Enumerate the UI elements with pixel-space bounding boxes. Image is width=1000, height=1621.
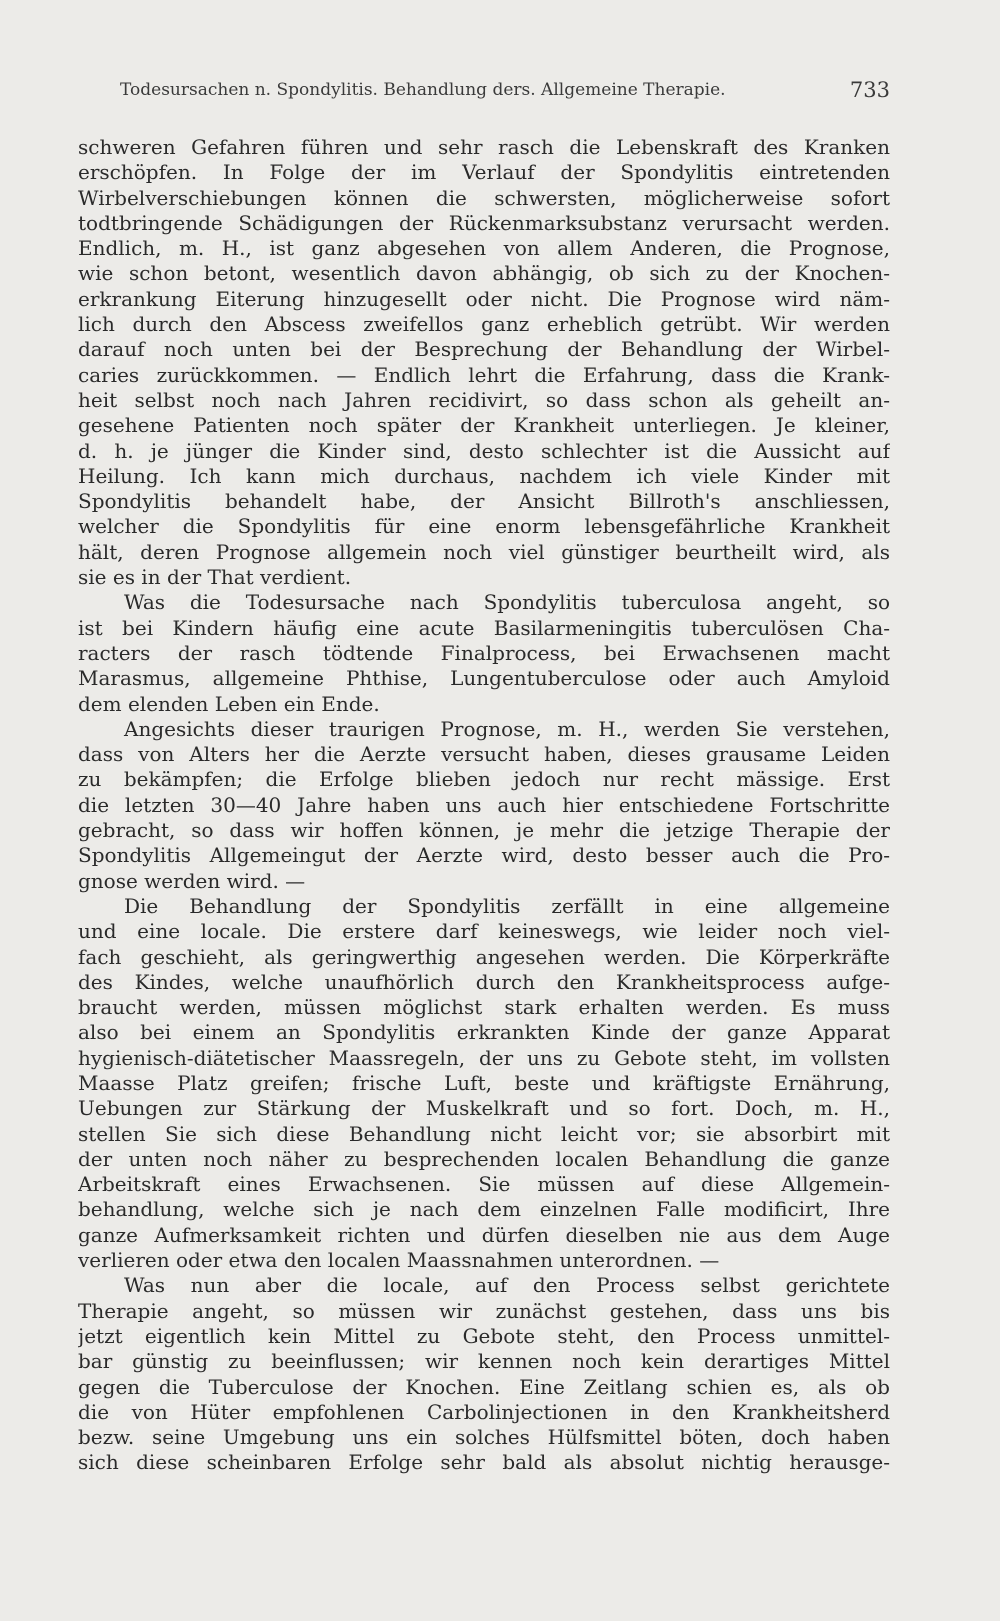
text-line: Wirbelverschiebungen können die schwersten, möglicherweise sofort [78,185,890,210]
text-line: sie es in der That verdient. [78,565,352,590]
text-line: zu bekämpfen; die Erfolge blieben jedoch nur recht mässige. Erst [78,767,890,792]
text-line: Spondylitis Allgemeingut der Aerzte wird, desto besser auch die Pro- [78,843,890,868]
text-line: Heilung. Ich kann mich durchaus, nachdem ich viele Kinder mit [78,463,890,488]
text-line: darauf noch unten bei der Besprechung der Behandlung der Wirbel- [78,337,890,362]
text-line: bezw. seine Umgebung uns ein solches Hülfsmittel böten, doch haben [78,1425,890,1450]
text-line: lich durch den Abscess zweifellos ganz erheblich getrübt. Wir werden [78,312,890,337]
text-line: Marasmus, allgemeine Phthise, Lungentuberculose oder auch Amyloid [78,666,890,691]
body-text [78,135,890,1476]
running-header [120,78,890,108]
text-line: Was nun aber die locale, auf den Process selbst gerichtete [124,1273,890,1298]
text-line: jetzt eigentlich kein Mittel zu Gebote steht, den Process unmittel- [78,1323,890,1348]
text-line: und eine locale. Die erstere darf keineswegs, wie leider noch viel- [78,919,890,944]
text-line: der unten noch näher zu besprechenden localen Behandlung die ganze [78,1146,890,1171]
text-line: Angesichts dieser traurigen Prognose, m. H., werden Sie verstehen, [124,716,890,741]
text-line: also bei einem an Spondylitis erkrankten Kinde der ganze Apparat [78,1020,890,1045]
text-line: des Kindes, welche unaufhörlich durch den Krankheitsprocess aufge- [78,969,890,994]
text-line: sich diese scheinbaren Erfolge sehr bald als absolut nichtig herausge- [78,1450,890,1475]
text-line: hygienisch-diätetischer Maassregeln, der uns zu Gebote steht, im vollsten [78,1045,890,1070]
text-line: erschöpfen. In Folge der im Verlauf der Spondylitis eintretenden [78,160,890,185]
running-title: Todesursachen n. Spondylitis. Behandlung ders. Allgemeine Therapie. [120,80,726,100]
page-number: 733 [849,78,890,102]
text-line: wie schon betont, wesentlich davon abhängig, ob sich zu der Knochen- [78,261,890,286]
text-line: Spondylitis behandelt habe, der Ansicht Billroth's anschliessen, [78,489,890,514]
text-line: fach geschieht, als geringwerthig angesehen werden. Die Körperkräfte [78,944,890,969]
text-line: hält, deren Prognose allgemein noch viel günstiger beurtheilt wird, als [78,539,890,564]
text-line: Was die Todesursache nach Spondylitis tuberculosa angeht, so [124,590,890,615]
text-line: Uebungen zur Stärkung der Muskelkraft und so fort. Doch, m. H., [78,1096,890,1121]
text-line: heit selbst noch nach Jahren recidivirt, so dass schon als geheilt an- [78,387,890,412]
text-line: bar günstig zu beeinflussen; wir kennen noch kein derartiges Mittel [78,1349,890,1374]
text-line: d. h. je jünger die Kinder sind, desto schlechter ist die Aussicht auf [78,438,890,463]
text-line: erkrankung Eiterung hinzugesellt oder nicht. Die Prognose wird näm- [78,286,890,311]
text-line: schweren Gefahren führen und sehr rasch die Lebenskraft des Kranken [78,135,890,159]
text-line: ist bei Kindern häufig eine acute Basilarmeningitis tuberculösen Cha- [78,615,890,640]
text-line: behandlung, welche sich je nach dem einzelnen Falle modificirt, Ihre [78,1197,890,1222]
text-line: dem elenden Leben ein Ende. [78,691,380,716]
text-line: gnose werden wird. — [78,868,306,893]
text-line: dass von Alters her die Aerzte versucht haben, dieses grausame Leiden [78,742,890,767]
text-line: braucht werden, müssen möglichst stark erhalten werden. Es muss [78,995,890,1020]
text-line: todtbringende Schädigungen der Rückenmarksubstanz verursacht werden. [78,210,890,235]
text-line: gesehene Patienten noch später der Krankheit unterliegen. Je kleiner, [78,413,890,438]
text-line: verlieren oder etwa den localen Maassnahmen unterordnen. — [78,1248,720,1273]
text-line: Therapie angeht, so müssen wir zunächst gestehen, dass uns bis [78,1298,890,1323]
text-line: Endlich, m. H., ist ganz abgesehen von allem Anderen, die Prognose, [78,236,890,261]
text-line: Arbeitskraft eines Erwachsenen. Sie müssen auf diese Allgemein- [78,1172,890,1197]
text-line: welcher die Spondylitis für eine enorm lebensgefährliche Krankheit [78,514,890,539]
text-line: Die Behandlung der Spondylitis zerfällt in eine allgemeine [124,893,890,918]
text-line: die letzten 30—40 Jahre haben uns auch hier entschiedene Fortschritte [78,792,890,817]
text-line: gebracht, so dass wir hoffen können, je mehr die jetzige Therapie der [78,818,890,843]
text-line: racters der rasch tödtende Finalprocess, bei Erwachsenen macht [78,640,890,665]
text-line: caries zurückkommen. — Endlich lehrt die Erfahrung, dass die Krank- [78,362,890,387]
text-line: gegen die Tuberculose der Knochen. Eine Zeitlang schien es, als ob [78,1374,890,1399]
text-line: ganze Aufmerksamkeit richten und dürfen dieselben nie aus dem Auge [78,1222,890,1247]
text-line: stellen Sie sich diese Behandlung nicht leicht vor; sie absorbirt mit [78,1121,890,1146]
text-line: die von Hüter empfohlenen Carbolinjectionen in den Krankheitsherd [78,1399,890,1424]
text-line: Maasse Platz greifen; frische Luft, beste und kräftigste Ernährung, [78,1070,890,1095]
